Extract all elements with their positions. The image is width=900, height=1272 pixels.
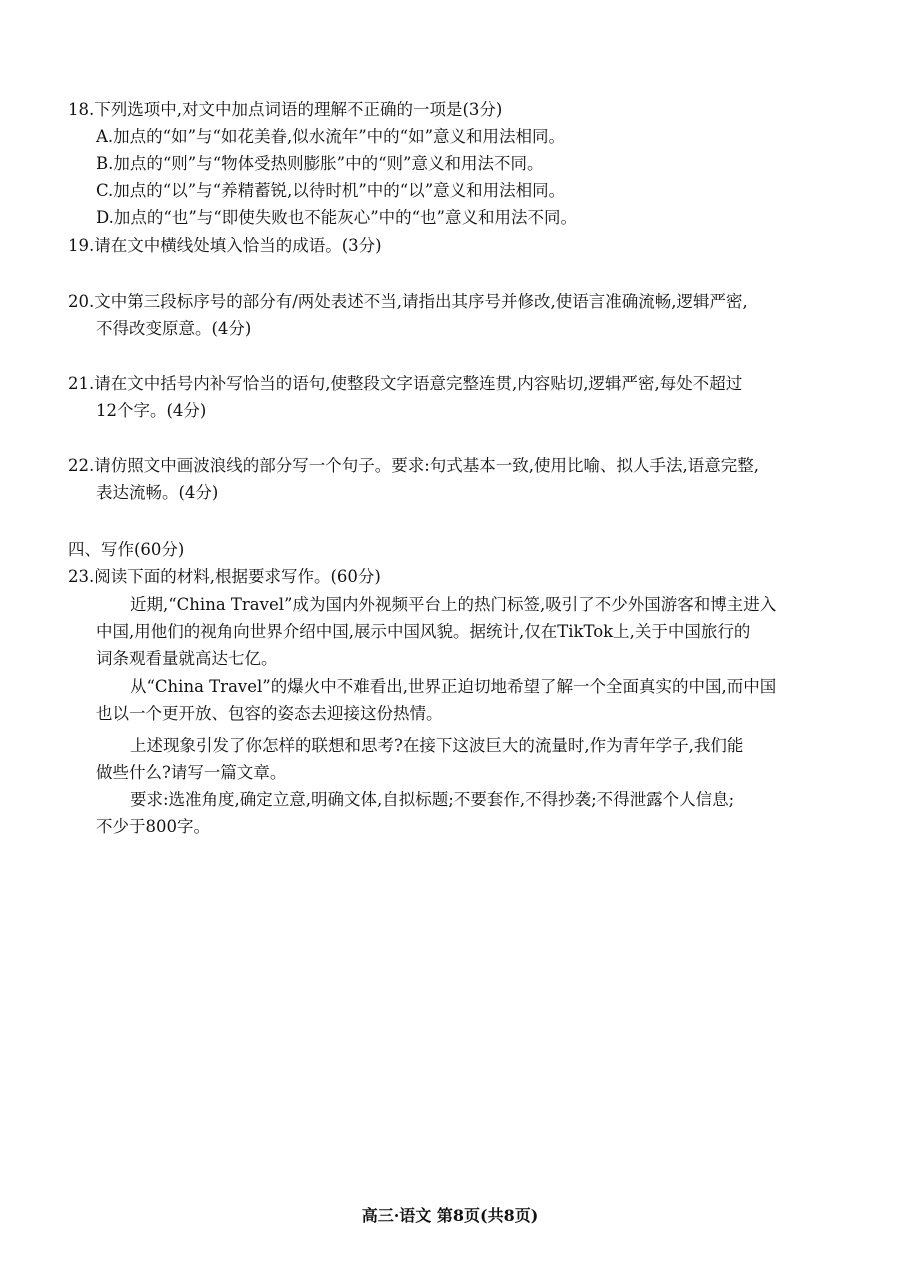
material-line-2: 中国,用他们的视角向世界介绍中国,展示中国风貌。据统计,仅在TikTok上,关于中国旅行的: [96, 622, 751, 641]
q19-stem: 19.请在文中横线处填入恰当的成语。(3分): [68, 236, 382, 255]
q22-line-2: 表达流畅。(4分): [96, 483, 219, 502]
q22-line-1: 22.请仿照文中画波浪线的部分写一个句子。要求:句式基本一致,使用比喻、拟人手法,语意完整,: [68, 456, 760, 475]
q20-line-1: 20.文中第三段标序号的部分有/两处表述不当,请指出其序号并修改,使语言准确流畅,逻辑严密,: [68, 292, 748, 311]
writing-section-title: 四、写作(60分): [68, 540, 185, 559]
requirements-line-2: 不少于800字。: [96, 817, 210, 836]
q21-line-2: 12个字。(4分): [96, 401, 207, 420]
q20-line-2: 不得改变原意。(4分): [96, 319, 252, 338]
prompt-line-2: 做些什么?请写一篇文章。: [96, 763, 287, 782]
q18-stem: 18.下列选项中,对文中加点词语的理解不正确的一项是(3分): [68, 100, 503, 119]
material-line-5: 也以一个更开放、包容的姿态去迎接这份热情。: [96, 704, 443, 723]
q23-stem: 23.阅读下面的材料,根据要求写作。(60分): [68, 567, 381, 586]
material-line-4: 从“China Travel”的爆火中不难看出,世界正迫切地希望了解一个全面真实的中国,而中国: [130, 677, 777, 696]
material-line-1: 近期,“China Travel”成为国内外视频平台上的热门标签,吸引了不少外国游客和博主进入: [130, 595, 777, 614]
q18-option-b: B.加点的“则”与“物体受热则膨胀”中的“则”意义和用法不同。: [96, 154, 544, 173]
q21-line-1: 21.请在文中括号内补写恰当的语句,使整段文字语意完整连贯,内容贴切,逻辑严密,每处不超过: [68, 374, 743, 393]
q18-option-c: C.加点的“以”与“养精蓄锐,以待时机”中的“以”意义和用法相同。: [96, 181, 566, 200]
requirements-line-1: 要求:选准角度,确定立意,明确文体,自拟标题;不要套作,不得抄袭;不得泄露个人信息;: [130, 790, 735, 809]
material-line-3: 词条观看量就高达七亿。: [96, 649, 278, 668]
page-footer: 高三·语文 第8页(共8页): [361, 1206, 539, 1225]
q18-option-d: D.加点的“也”与“即使失败也不能灰心”中的“也”意义和用法不同。: [96, 208, 577, 227]
q18-option-a: A.加点的“如”与“如花美眷,似水流年”中的“如”意义和用法相同。: [96, 127, 566, 146]
prompt-line-1: 上述现象引发了你怎样的联想和思考?在接下这波巨大的流量时,作为青年学子,我们能: [130, 736, 744, 755]
